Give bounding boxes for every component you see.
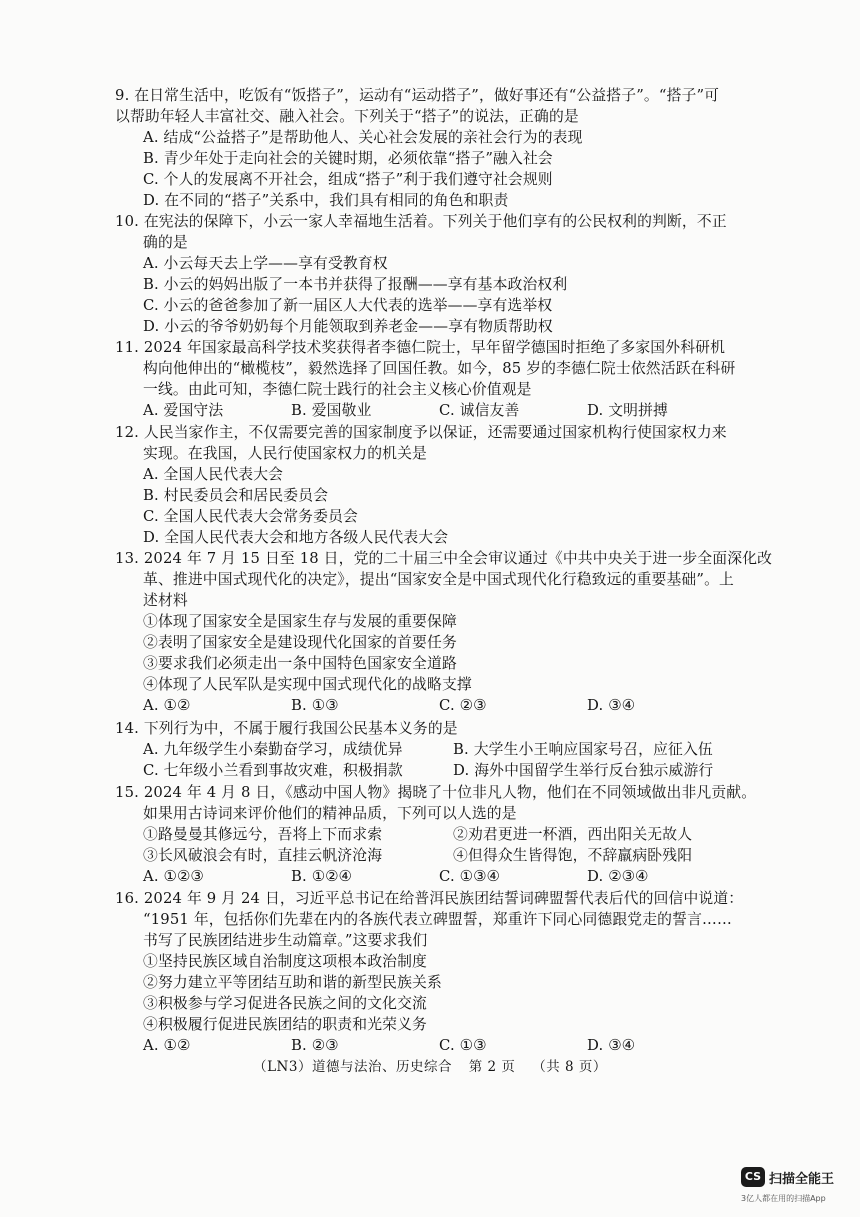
watermark-tagline: 3亿人都在用的扫描App <box>741 1194 826 1203</box>
option-c: C. 诚信友善 <box>439 402 520 419</box>
option-b: B. 青少年处于走向社会的关键时期，必须依靠“搭子”融入社会 <box>143 150 553 167</box>
option-b: B. ①②④ <box>291 868 352 885</box>
question-stem-line: 如果用古诗词来评价他们的精神品质，下列可以人选的是 <box>143 805 517 822</box>
statement-2: ②表明了国家安全是建设现代化国家的首要任务 <box>143 634 457 651</box>
option-c: C. 七年级小兰看到事故灾难，积极捐款 <box>143 762 403 779</box>
statement-1: ①路曼曼其修远兮，吾将上下而求索 <box>143 826 383 843</box>
option-a: A. 小云每天去上学——享有受教育权 <box>143 255 388 272</box>
question-15 <box>115 782 775 887</box>
statement-1: ①体现了国家安全是国家生存与发展的重要保障 <box>143 613 457 630</box>
option-d: D. 海外中国留学生举行反台独示威游行 <box>453 762 714 779</box>
question-12 <box>115 422 775 548</box>
statement-3: ③长风破浪会有时，直挂云帆济沧海 <box>143 847 383 864</box>
options-row <box>115 739 775 760</box>
question-16 <box>115 888 775 1056</box>
option-a: A. 全国人民代表大会 <box>143 466 284 483</box>
question-stem-line: 实现。在我国，人民行使国家权力的机关是 <box>143 445 427 462</box>
option-b: B. ②③ <box>291 1037 339 1054</box>
option-c: C. ①③ <box>439 1037 487 1054</box>
option-a: A. 九年级学生小秦勤奋学习，成绩优异 <box>143 741 403 758</box>
option-b: B. 村民委员会和居民委员会 <box>143 487 329 504</box>
option-d: D. ③④ <box>587 697 636 714</box>
option-c: C. ①③④ <box>439 868 500 885</box>
question-14 <box>115 718 775 781</box>
options-row <box>115 695 775 716</box>
question-11 <box>115 337 775 421</box>
options-row <box>115 866 775 887</box>
option-c: C. 个人的发展离不开社会，组成“搭子”利于我们遵守社会规则 <box>143 171 553 188</box>
question-stem-line: 14. 下列行为中，不属于履行我国公民基本义务的是 <box>115 720 458 737</box>
statement-2: ②劝君更进一杯酒，西出阳关无故人 <box>453 826 693 843</box>
options-row <box>115 400 775 421</box>
option-c: C. 全国人民代表大会常务委员会 <box>143 508 358 525</box>
statement-4: ④积极履行促进民族团结的职责和光荣义务 <box>143 1016 427 1033</box>
question-stem-line: 书写了民族团结进步生动篇章。”这要求我们 <box>143 932 428 949</box>
question-stem-line: 确的是 <box>143 234 188 251</box>
question-stem-line: 构向他伸出的“橄榄枝”，毅然选择了回国任教。如今，85 岁的李德仁院士依然活跃在科研 <box>143 360 736 377</box>
footer-subject: （LN3）道德与法治、历史综合 <box>253 1059 452 1075</box>
option-d: D. ②③④ <box>587 868 649 885</box>
option-d: D. ③④ <box>587 1037 636 1054</box>
option-c: C. ②③ <box>439 697 487 714</box>
camscanner-logo-icon: CS <box>741 1167 765 1187</box>
option-d: D. 在不同的“搭子”关系中，我们具有相同的角色和职责 <box>143 192 509 209</box>
footer-page-number: 第 2 页 <box>468 1059 516 1075</box>
page-footer <box>0 1055 860 1075</box>
question-stem-line: 11. 2024 年国家最高科学技术奖获得者李德仁院士，早年留学德国时拒绝了多家国外科研机 <box>115 339 726 356</box>
statements-row <box>115 845 775 866</box>
question-stem-line: “1951 年，包括你们先辈在内的各族代表立碑盟誓，郑重许下同心同德跟党走的誓言…… <box>143 911 732 928</box>
option-a: A. ①② <box>143 697 191 714</box>
option-a: A. 结成“公益搭子”是帮助他人、关心社会发展的亲社会行为的表现 <box>143 129 583 146</box>
question-stem-line: 10. 在宪法的保障下，小云一家人幸福地生活着。下列关于他们享有的公民权利的判断，不正 <box>115 213 727 230</box>
option-d: D. 文明拼搏 <box>587 402 668 419</box>
question-stem-line: 一线。由此可知，李德仁院士践行的社会主义核心价值观是 <box>143 381 532 398</box>
option-d: D. 小云的爷爷奶奶每个月能领取到养老金——享有物质帮助权 <box>143 318 553 335</box>
question-stem-line: 9. 在日常生活中，吃饭有“饭搭子”，运动有“运动搭子”，做好事还有“公益搭子”。“搭子”可 <box>115 87 720 104</box>
statement-2: ②努力建立平等团结互助和谐的新型民族关系 <box>143 974 442 991</box>
statement-4: ④体现了人民军队是实现中国式现代化的战略支撑 <box>143 676 472 693</box>
option-a: A. 爱国守法 <box>143 402 224 419</box>
question-stem-line: 16. 2024 年 9 月 24 日，习近平总书记在给普洱民族团结誓词碑盟誓代表后代的回信中说道： <box>115 890 744 907</box>
option-c: C. 小云的爸爸参加了新一届区人大代表的选举——享有选举权 <box>143 297 553 314</box>
option-b: B. ①③ <box>291 697 339 714</box>
statement-3: ③积极参与学习促进各民族之间的文化交流 <box>143 995 427 1012</box>
statements-row <box>115 824 775 845</box>
question-stem-line: 革、推进中国式现代化的决定》，提出“国家安全是中国式现代化行稳致远的重要基础”。上 <box>143 571 734 588</box>
question-stem-line: 述材料 <box>143 592 188 609</box>
options-row <box>115 760 775 781</box>
statement-4: ④但得众生皆得饱，不辞羸病卧残阳 <box>453 847 693 864</box>
footer-page-total: （共 8 页） <box>532 1059 607 1075</box>
statement-1: ①坚持民族区域自治制度这项根本政治制度 <box>143 953 427 970</box>
question-9 <box>115 85 775 211</box>
options-row <box>115 1035 775 1056</box>
statement-3: ③要求我们必须走出一条中国特色国家安全道路 <box>143 655 457 672</box>
option-b: B. 大学生小王响应国家号召，应征入伍 <box>453 741 713 758</box>
scanner-watermark <box>741 1167 841 1209</box>
option-a: A. ①②③ <box>143 868 204 885</box>
option-d: D. 全国人民代表大会和地方各级人民代表大会 <box>143 529 449 546</box>
option-b: B. 爱国敬业 <box>291 402 372 419</box>
question-stem-line: 12. 人民当家作主，不仅需要完善的国家制度予以保证，还需要通过国家机构行使国家权力来 <box>115 424 727 441</box>
option-b: B. 小云的妈妈出版了一本书并获得了报酬——享有基本政治权利 <box>143 276 568 293</box>
question-stem-line: 13. 2024 年 7 月 15 日至 18 日，党的二十届三中全会审议通过《中共中央关于进一步全面深化改 <box>115 550 773 567</box>
question-13 <box>115 548 775 716</box>
question-stem-line: 以帮助年轻人丰富社交、融入社会。下列关于“搭子”的说法，正确的是 <box>115 108 579 125</box>
option-a: A. ①② <box>143 1037 191 1054</box>
watermark-app-name: 扫描全能王 <box>769 1172 835 1187</box>
question-10 <box>115 211 775 337</box>
question-stem-line: 15. 2024 年 4 月 8 日，《感动中国人物》揭晓了十位非凡人物，他们在不同领域做出非凡贡献。 <box>115 784 757 801</box>
